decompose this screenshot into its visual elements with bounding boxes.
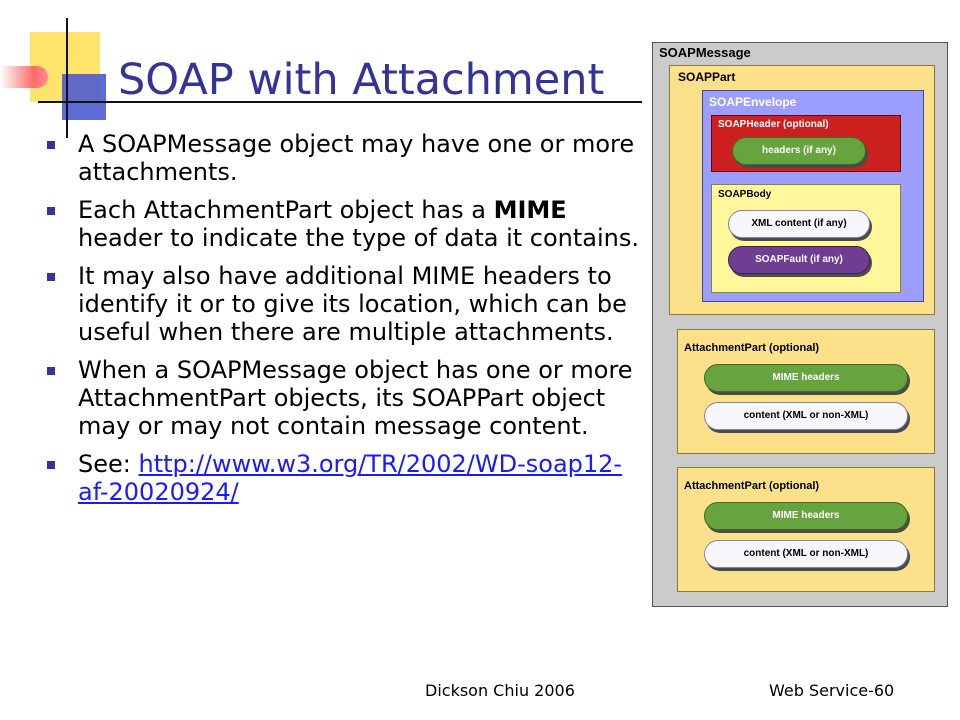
spec-url-link[interactable]: http://www.w3.org/TR/2002/WD-soap12-af-20020924/ xyxy=(78,450,623,506)
bullet-item xyxy=(44,196,640,252)
footer-page-number: Web Service-60 xyxy=(769,681,895,700)
decor-vertical-line xyxy=(66,18,68,138)
attachment-part-box xyxy=(677,329,935,454)
bullet-text-start: Each AttachmentPart object has a xyxy=(78,196,494,224)
soapbody-box xyxy=(711,184,901,293)
soapenvelope-box xyxy=(702,90,924,302)
bullet-prefix: See: xyxy=(78,450,139,478)
soapheader-label: SOAPHeader (optional) xyxy=(718,119,829,130)
header-pill: headers (if any) xyxy=(732,137,866,165)
bullet-text: When a SOAPMessage object has one or more AttachmentPart objects, its SOAPPart object may or may not contain message content. xyxy=(78,356,633,440)
soapheader-box xyxy=(711,115,901,172)
bullet-text: It may also have additional MIME headers to identify it or to give its location, which can be useful when there are multiple attachments. xyxy=(78,262,627,346)
soapmessage-label: SOAPMessage xyxy=(659,45,751,60)
slide-title: SOAP with Attachment xyxy=(118,55,605,105)
bullet-marker xyxy=(47,207,55,215)
soapenvelope-label: SOAPEnvelope xyxy=(709,95,797,109)
mime-headers-pill: MIME headers xyxy=(704,364,908,392)
bullet-marker xyxy=(47,141,55,149)
xml-content-pill: XML content (if any) xyxy=(728,210,870,238)
attachment-part-label: AttachmentPart (optional) xyxy=(684,480,820,492)
bullet-item xyxy=(44,356,640,440)
attachment-content-pill: content (XML or non-XML) xyxy=(704,540,908,568)
bullet-marker xyxy=(47,461,55,469)
soappart-box xyxy=(669,65,935,315)
attachment-content-pill: content (XML or non-XML) xyxy=(704,402,908,430)
bullet-text-end: header to indicate the type of data it contains. xyxy=(78,224,640,252)
soapbody-label: SOAPBody xyxy=(718,189,772,200)
bullet-bold-term: MIME xyxy=(493,196,567,224)
bullet-item xyxy=(44,262,640,346)
mime-headers-pill: MIME headers xyxy=(704,502,908,530)
decor-blue-square xyxy=(62,74,106,120)
bullet-item xyxy=(44,450,640,506)
bullet-text: A SOAPMessage object may have one or more attachments. xyxy=(78,130,635,186)
bullet-item xyxy=(44,130,640,186)
bullet-list xyxy=(44,130,640,516)
bullet-marker xyxy=(47,367,55,375)
attachment-part-label: AttachmentPart (optional) xyxy=(684,342,820,354)
soappart-label: SOAPPart xyxy=(678,70,736,84)
attachment-part-box xyxy=(677,467,935,592)
footer-author: Dickson Chiu 2006 xyxy=(425,681,575,700)
decor-red-bar xyxy=(0,66,48,88)
soapfault-pill: SOAPFault (if any) xyxy=(728,246,870,274)
soap-message-diagram xyxy=(652,42,948,607)
bullet-marker xyxy=(47,273,55,281)
